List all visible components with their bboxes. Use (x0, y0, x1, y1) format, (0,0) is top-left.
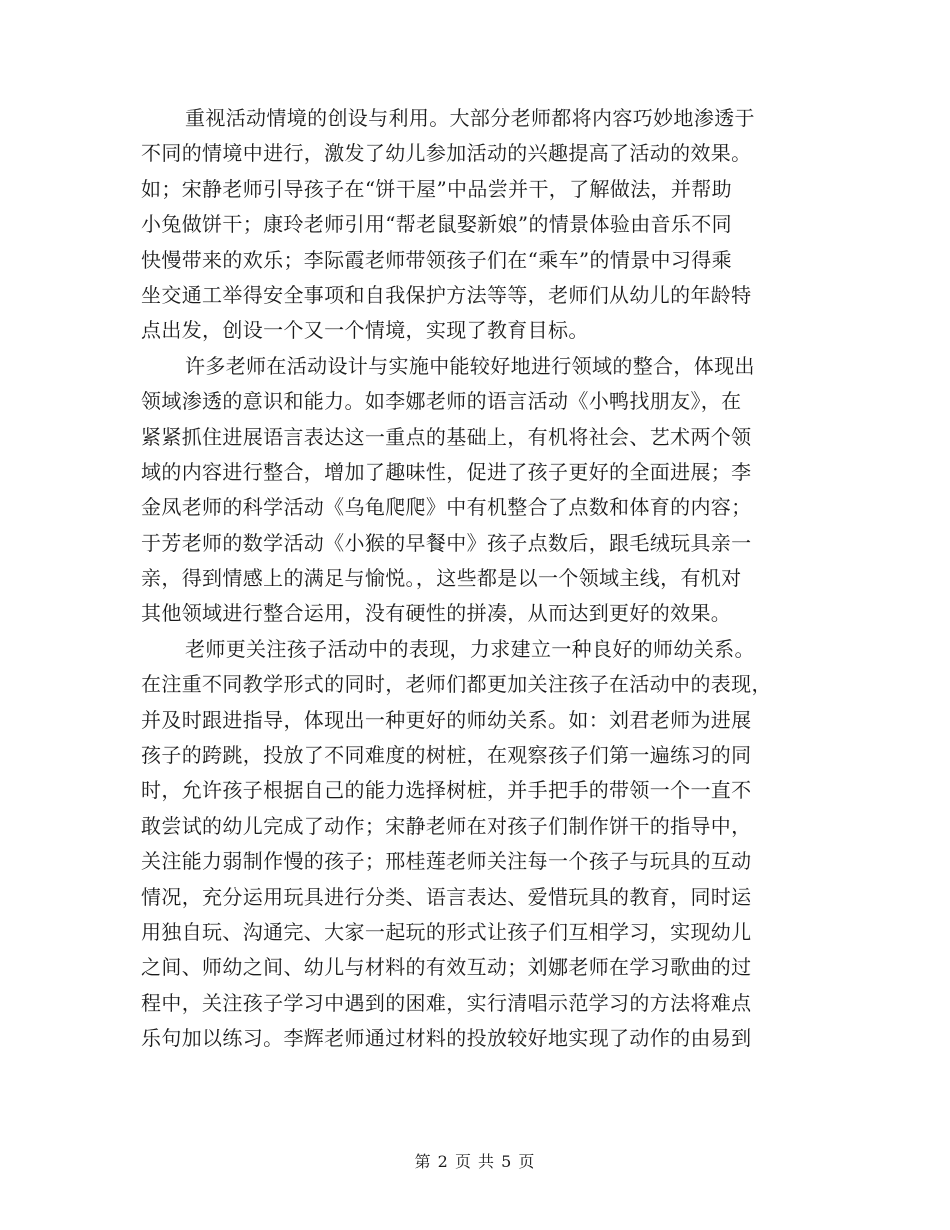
paragraph-3-line-2: 在注重不同教学形式的同时，老师们都更加关注孩子在活动中的表现， (141, 672, 772, 697)
paragraph-1-line-5: 快慢带来的欢乐；李际霞老师带领孩子们在“乘车”的情景中习得乘 (141, 247, 732, 272)
paragraph-1-line-2: 不同的情境中进行，激发了幼儿参加活动的兴趣提高了活动的效果。 (141, 141, 752, 166)
paragraph-1-line-1: 重视活动情境的创设与利用。大部分老师都将内容巧妙地渗透于 (185, 106, 755, 130)
page-number-footer: 第 2 页 共 5 页 (414, 1152, 536, 1171)
paragraph-2-line-6: 于芳老师的数学活动《小猴的早餐中》孩子点数后，跟毛绒玩具亲一 (141, 530, 752, 555)
paragraph-2-line-7: 亲，得到情感上的满足与愉悦。，这些都是以一个领域主线，有机对 (141, 566, 742, 591)
paragraph-3-line-8: 情况，充分运用玩具进行分类、语言表达、爱惜玩具的教育，同时运 (141, 884, 752, 909)
paragraph-1-line-7: 点出发，创设一个又一个情境，实现了教育目标。 (141, 318, 589, 343)
paragraph-2-line-3: 紧紧抓住进展语言表达这一重点的基础上，有机将社会、艺术两个领 (141, 424, 752, 449)
paragraph-2-line-8: 其他领域进行整合运用，没有硬性的拼凑，从而达到更好的效果。 (141, 601, 732, 626)
paragraph-3-line-1: 老师更关注孩子活动中的表现，力求建立一种良好的师幼关系。 (185, 636, 755, 661)
paragraph-1-line-4: 小兔做饼干；康玲老师引用“帮老鼠娶新娘”的情景体验由音乐不同 (141, 212, 732, 237)
paragraph-3-line-4: 孩子的跨跳，投放了不同难度的树桩，在观察孩子们第一遍练习的同 (141, 743, 752, 768)
paragraph-1-line-3: 如；宋静老师引导孩子在“饼干屋”中品尝并干，了解做法，并帮助 (141, 176, 732, 201)
paragraph-2-line-4: 域的内容进行整合，增加了趣味性，促进了孩子更好的全面进展；李 (141, 459, 752, 484)
paragraph-3-line-6: 敢尝试的幼儿完成了动作；宋静老师在对孩子们制作饼干的指导中， (141, 813, 752, 838)
paragraph-3-line-11: 程中，关注孩子学习中遇到的困难，实行清唱示范学习的方法将难点 (141, 990, 752, 1015)
paragraph-3-line-3: 并及时跟进指导，体现出一种更好的师幼关系。如：刘君老师为进展 (141, 707, 752, 732)
paragraph-3-line-9: 用独自玩、沟通完、大家一起玩的形式让孩子们互相学习，实现幼儿 (141, 919, 752, 944)
paragraph-1-line-6: 坐交通工举得安全事项和自我保护方法等等，老师们从幼儿的年龄特 (141, 282, 752, 307)
paragraph-3-line-12: 乐句加以练习。李辉老师通过材料的投放较好地实现了动作的由易到 (141, 1026, 752, 1051)
paragraph-2-line-1: 许多老师在活动设计与实施中能较好地进行领域的整合，体现出 (185, 353, 755, 378)
paragraph-3-line-10: 之间、师幼之间、幼儿与材料的有效互动；刘娜老师在学习歌曲的过 (141, 955, 752, 980)
paragraph-3-line-7: 关注能力弱制作慢的孩子；邢桂莲老师关注每一个孩子与玩具的互动 (141, 849, 752, 874)
body-text (141, 101, 809, 1057)
paragraph-2-line-2: 领域渗透的意识和能力。如李娜老师的语言活动《小鸭找朋友》，在 (141, 389, 742, 414)
paragraph-2-line-5: 金凤老师的科学活动《乌龟爬爬》中有机整合了点数和体育的内容； (141, 495, 752, 520)
paragraph-3-line-5: 时，允许孩子根据自己的能力选择树桩，并手把手的带领一个一直不 (141, 778, 752, 803)
